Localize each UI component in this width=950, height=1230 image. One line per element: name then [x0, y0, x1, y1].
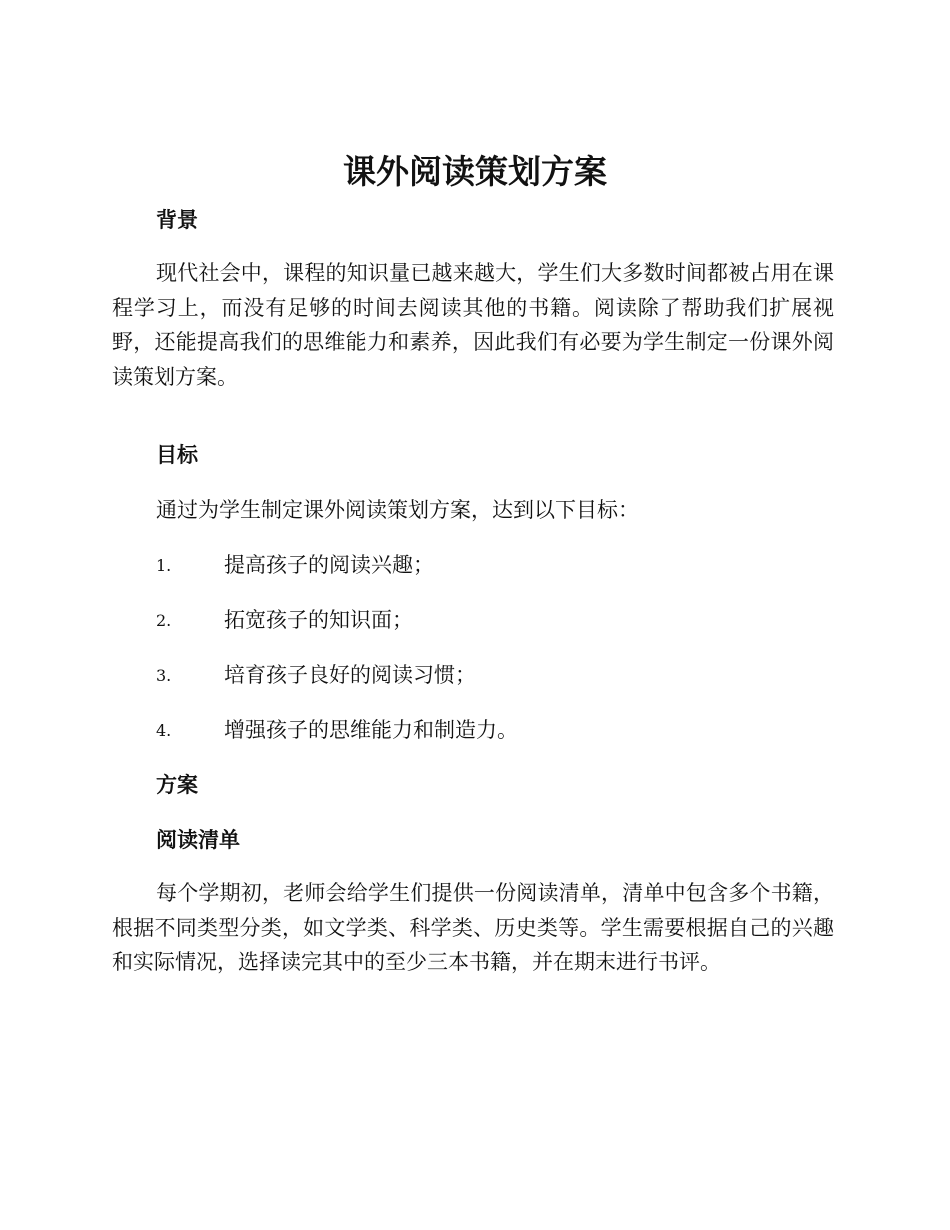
goals-intro: 通过为学生制定课外阅读策划方案，达到以下目标： — [156, 498, 639, 522]
section-heading-plan: 方案 — [156, 773, 198, 797]
list-number: 4. — [156, 721, 172, 740]
list-text: 拓宽孩子的知识面； — [224, 608, 413, 632]
list-text: 提高孩子的阅读兴趣； — [224, 553, 434, 577]
reading-list-paragraph: 每个学期初，老师会给学生们提供一份阅读清单，清单中包含多个书籍，根据不同类型分类，如文学类、科学类、历史类等。学生需要根据自己的兴趣和实际情况，选择读完其中的至少三本书籍，并在期末进行书评。 — [112, 881, 834, 974]
goal-list-item — [156, 716, 836, 744]
section-heading-goals: 目标 — [156, 443, 198, 467]
goal-list-item — [156, 661, 836, 689]
list-number: 2. — [156, 611, 172, 630]
list-number: 3. — [156, 666, 172, 685]
goal-list-item — [156, 606, 836, 634]
goal-list-item — [156, 551, 836, 579]
background-paragraph: 现代社会中，课程的知识量已越来越大，学生们大多数时间都被占用在课程学习上，而没有足够的时间去阅读其他的书籍。阅读除了帮助我们扩展视野，还能提高我们的思维能力和素养，因此我们有必要为学生制定一份课外阅读策划方案。 — [112, 261, 834, 389]
document-title: 课外阅读策划方案 — [343, 152, 607, 191]
subsection-heading-reading-list: 阅读清单 — [156, 828, 240, 852]
list-number: 1. — [156, 556, 172, 575]
section-heading-background: 背景 — [156, 208, 198, 232]
list-text: 增强孩子的思维能力和制造力。 — [224, 718, 518, 742]
list-text: 培育孩子良好的阅读习惯； — [224, 663, 476, 687]
